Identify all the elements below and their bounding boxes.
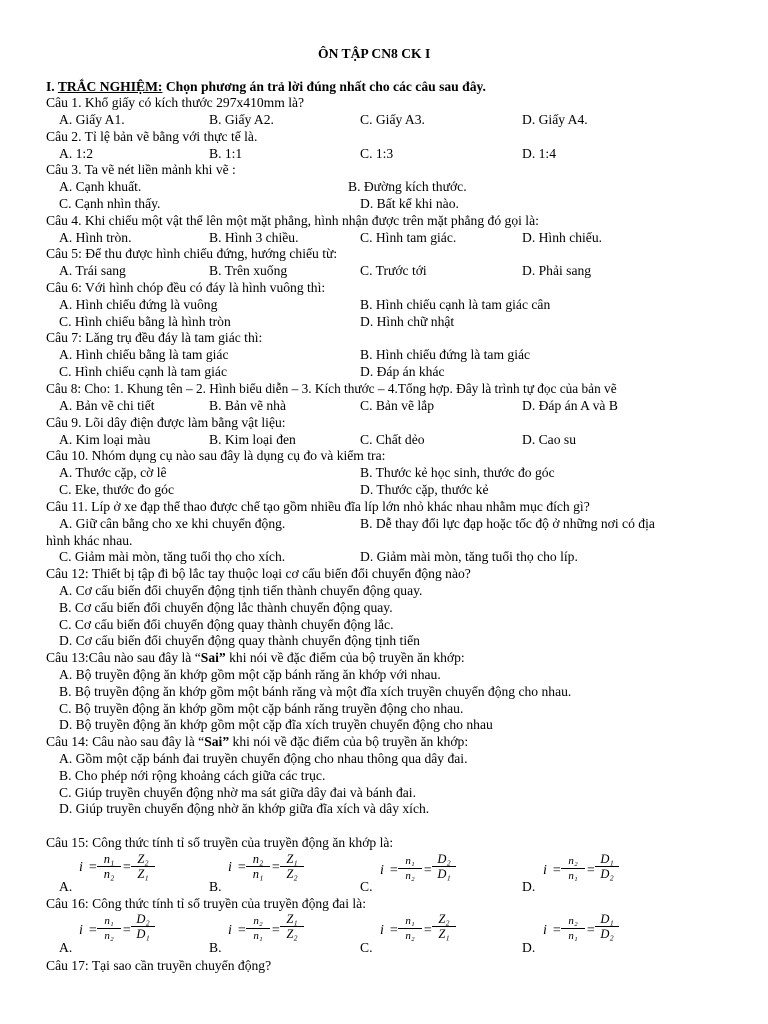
formula-equals: = bbox=[88, 923, 98, 938]
formula-equals: = bbox=[389, 863, 399, 878]
page-title: ÔN TẬP CN8 CK I bbox=[318, 46, 431, 61]
q1-option-d: D. Giấy A4. bbox=[522, 112, 588, 127]
formula-equals: = bbox=[586, 923, 596, 938]
q12-option-b: B. Cơ cấu biến đổi chuyển động lắc thành chuyển động quay. bbox=[59, 600, 393, 615]
question-5: Câu 5: Để thu được hình chiếu đứng, hướng chiếu từ: bbox=[46, 246, 338, 261]
question-16: Câu 16: Công thức tính tỉ số truyền của truyền động đai là: bbox=[46, 896, 366, 911]
q8-option-d: D. Đáp án A và B bbox=[522, 398, 618, 413]
question-3: Câu 3. Ta vẽ nét liền mảnh khi vẽ : bbox=[46, 162, 236, 177]
q6-option-c: C. Hình chiếu bằng là hình tròn bbox=[59, 314, 231, 329]
q1-option-a: A. Giấy A1. bbox=[59, 112, 125, 127]
question-2: Câu 2. Tỉ lệ bản vẽ bằng với thực tế là. bbox=[46, 129, 258, 144]
question-14 bbox=[46, 734, 468, 750]
q5-option-a: A. Trái sang bbox=[59, 263, 126, 278]
q3-option-d: D. Bất kể khi nào. bbox=[360, 196, 459, 211]
section-heading bbox=[46, 79, 486, 95]
formula-i: i bbox=[380, 923, 384, 938]
q9-option-d: D. Cao su bbox=[522, 432, 576, 447]
fraction-denominator: Z₁ bbox=[137, 867, 149, 881]
q4-option-d: D. Hình chiếu. bbox=[522, 230, 603, 245]
question-12: Câu 12: Thiết bị tập đi bộ lắc tay thuộc loại cơ cấu biến đổi chuyển động nào? bbox=[46, 566, 471, 581]
q16-option-a: A. bbox=[59, 940, 73, 955]
fraction-numerator: n₂ bbox=[561, 914, 585, 929]
fraction-numerator: n₁ bbox=[97, 852, 121, 867]
fraction-denominator: n₁ bbox=[252, 867, 264, 881]
question-9: Câu 9. Lõi dây điện được làm bằng vật liệu: bbox=[46, 415, 286, 430]
q16-formula-c bbox=[380, 912, 480, 960]
fraction-denominator: n₂ bbox=[103, 867, 115, 881]
q16-formula-b bbox=[228, 912, 328, 960]
formula-equals: = bbox=[271, 923, 281, 938]
q13-option-b: B. Bộ truyền động ăn khớp gồm một bánh răng và một đĩa xích truyền chuyển động cho nhau. bbox=[59, 684, 572, 699]
q16-formula-a bbox=[79, 912, 179, 960]
fraction-numerator: Z₂ bbox=[432, 912, 456, 927]
q15-formula-b bbox=[228, 852, 328, 900]
section-instruction: Chọn phương án trả lời đúng nhất cho các câu sau đây. bbox=[162, 79, 486, 94]
fraction-numerator: Z₂ bbox=[131, 852, 155, 867]
q15-formula-a bbox=[79, 852, 179, 900]
fraction-denominator: n₁ bbox=[253, 930, 263, 942]
q13-option-a: A. Bộ truyền động ăn khớp gồm một cặp bánh răng ăn khớp với nhau. bbox=[59, 667, 441, 682]
q14-option-c: C. Giúp truyền chuyển động nhờ ma sát giữa dây đai và bánh đai. bbox=[59, 785, 416, 800]
q16-option-c: C. bbox=[360, 940, 373, 955]
fraction-numerator: n₂ bbox=[246, 914, 270, 929]
formula-i: i bbox=[543, 923, 547, 938]
question-8: Câu 8: Cho: 1. Khung tên – 2. Hình biểu diễn – 3. Kích thước – 4.Tổng hợp. Đây là trình tự đọc của bản vẽ bbox=[46, 381, 617, 396]
q13-option-d: D. Bộ truyền động ăn khớp gồm một cặp đĩa xích truyền chuyển động cho nhau bbox=[59, 717, 493, 732]
q6-option-a: A. Hình chiếu đứng là vuông bbox=[59, 297, 218, 312]
q8-option-a: A. Bản vẽ chi tiết bbox=[59, 398, 155, 413]
section-label: TRẮC NGHIỆM: bbox=[57, 79, 163, 94]
q10-option-b: B. Thước kẻ học sinh, thước đo góc bbox=[360, 465, 555, 480]
q15-option-c: C. bbox=[360, 879, 373, 894]
fraction-denominator: Z₂ bbox=[286, 927, 298, 941]
q5-option-d: D. Phải sang bbox=[522, 263, 592, 278]
fraction-denominator: n₁ bbox=[568, 870, 578, 882]
q14-option-a: A. Gồm một cặp bánh đai truyền chuyển động cho nhau thông qua dây đai. bbox=[59, 751, 468, 766]
formula-i: i bbox=[228, 860, 232, 875]
formula-equals: = bbox=[423, 863, 433, 878]
fraction-denominator: n₂ bbox=[405, 930, 415, 942]
q6-option-d: D. Hình chữ nhật bbox=[360, 314, 455, 329]
q9-option-b: B. Kim loại đen bbox=[209, 432, 296, 447]
question-10: Câu 10. Nhóm dụng cụ nào sau đây là dụng cụ đo và kiểm tra: bbox=[46, 448, 386, 463]
q11-option-d: D. Giảm mài mòn, tăng tuổi thọ cho líp. bbox=[360, 549, 578, 564]
fraction-denominator: D₂ bbox=[600, 867, 614, 881]
formula-equals: = bbox=[586, 863, 596, 878]
q15-formula-c bbox=[380, 852, 480, 900]
q11-option-b-continued: hình khác nhau. bbox=[46, 533, 133, 548]
fraction-numerator: D₁ bbox=[595, 852, 619, 867]
formula-i: i bbox=[228, 923, 232, 938]
q4-option-b: B. Hình 3 chiều. bbox=[209, 230, 299, 245]
fraction-numerator: n₁ bbox=[398, 914, 422, 929]
q13-option-c: C. Bộ truyền động ăn khớp gồm một cặp bánh răng truyền động cho nhau. bbox=[59, 701, 464, 716]
formula-i: i bbox=[79, 860, 83, 875]
q14-text-bold: Sai” bbox=[204, 734, 230, 749]
q16-option-d: D. bbox=[522, 940, 536, 955]
formula-equals: = bbox=[122, 860, 132, 875]
q1-option-b: B. Giấy A2. bbox=[209, 112, 274, 127]
fraction-numerator: Z₁ bbox=[280, 852, 304, 867]
q2-option-a: A. 1:2 bbox=[59, 146, 93, 161]
q9-option-a: A. Kim loại màu bbox=[59, 432, 151, 447]
formula-i: i bbox=[543, 863, 547, 878]
fraction-numerator: D₂ bbox=[432, 852, 456, 867]
formula-equals: = bbox=[389, 923, 399, 938]
q10-option-d: D. Thước cặp, thước kẻ bbox=[360, 482, 489, 497]
fraction-denominator: n₁ bbox=[568, 930, 578, 942]
question-17: Câu 17: Tại sao cần truyền chuyển động? bbox=[46, 958, 272, 973]
q5-option-b: B. Trên xuống bbox=[209, 263, 288, 278]
q10-option-a: A. Thước cặp, cờ lê bbox=[59, 465, 167, 480]
q11-option-b: B. Dễ thay đổi lực đạp hoặc tốc độ ở những nơi có địa bbox=[360, 516, 655, 531]
q2-option-c: C. 1:3 bbox=[360, 146, 394, 161]
fraction-denominator: n₂ bbox=[405, 870, 415, 882]
q13-text-bold: Sai” bbox=[200, 650, 226, 665]
q15-option-a: A. bbox=[59, 879, 73, 894]
q15-formula-d bbox=[543, 852, 643, 900]
question-7: Câu 7: Lăng trụ đều đáy là tam giác thì: bbox=[46, 330, 263, 345]
fraction-numerator: n₁ bbox=[97, 914, 121, 929]
q7-option-a: A. Hình chiếu bằng là tam giác bbox=[59, 347, 229, 362]
q11-option-a: A. Giữ cân bằng cho xe khi chuyển động. bbox=[59, 516, 286, 531]
formula-i: i bbox=[380, 863, 384, 878]
q14-option-b: B. Cho phép nới rộng khoảng cách giữa các trục. bbox=[59, 768, 326, 783]
formula-equals: = bbox=[237, 860, 247, 875]
q13-text-post: khi nói về đặc điểm của bộ truyền ăn khớp: bbox=[225, 650, 465, 665]
fraction-numerator: n₂ bbox=[246, 852, 270, 867]
q4-option-c: C. Hình tam giác. bbox=[360, 230, 457, 245]
fraction-numerator: D₁ bbox=[595, 912, 619, 927]
q12-option-c: C. Cơ cấu biến đổi chuyển động quay thành chuyển động lắc. bbox=[59, 617, 394, 632]
fraction-denominator: D₂ bbox=[600, 927, 614, 941]
q12-option-a: A. Cơ cấu biến đổi chuyển động tịnh tiến thành chuyển động quay. bbox=[59, 583, 423, 598]
formula-equals: = bbox=[552, 863, 562, 878]
formula-equals: = bbox=[237, 923, 247, 938]
formula-equals: = bbox=[552, 923, 562, 938]
q15-option-d: D. bbox=[522, 879, 536, 894]
q6-option-b: B. Hình chiếu cạnh là tam giác cân bbox=[360, 297, 551, 312]
fraction-numerator: D₂ bbox=[131, 912, 155, 927]
fraction-denominator: Z₁ bbox=[438, 927, 450, 941]
fraction-numerator: n₂ bbox=[561, 854, 585, 869]
question-4: Câu 4. Khi chiếu một vật thể lên một mặt phẳng, hình nhận được trên mặt phẳng đó gọi là: bbox=[46, 213, 539, 228]
q4-option-a: A. Hình tròn. bbox=[59, 230, 132, 245]
question-13 bbox=[46, 650, 465, 666]
question-11: Câu 11. Líp ở xe đạp thể thao được chế tạo gồm nhiều đĩa líp lớn nhỏ khác nhau nhằm mục đích gì? bbox=[46, 499, 590, 514]
q1-option-c: C. Giấy A3. bbox=[360, 112, 425, 127]
q11-option-c: C. Giảm mài mòn, tăng tuổi thọ cho xích. bbox=[59, 549, 286, 564]
q3-option-c: C. Cạnh nhìn thấy. bbox=[59, 196, 161, 211]
formula-equals: = bbox=[88, 860, 98, 875]
q3-option-b: B. Đường kích thước. bbox=[348, 179, 467, 194]
q9-option-c: C. Chất dẻo bbox=[360, 432, 425, 447]
q2-option-d: D. 1:4 bbox=[522, 146, 556, 161]
q16-option-b: B. bbox=[209, 940, 222, 955]
q15-option-b: B. bbox=[209, 879, 222, 894]
section-prefix: I. bbox=[46, 79, 58, 94]
q16-formula-d bbox=[543, 912, 643, 960]
fraction-numerator: n₁ bbox=[398, 854, 422, 869]
q14-option-d: D. Giúp truyền chuyển động nhờ ăn khớp giữa đĩa xích và dây xích. bbox=[59, 801, 430, 816]
q7-option-b: B. Hình chiếu đứng là tam giác bbox=[360, 347, 531, 362]
q3-option-a: A. Cạnh khuất. bbox=[59, 179, 142, 194]
formula-equals: = bbox=[122, 923, 132, 938]
q7-option-c: C. Hình chiếu cạnh là tam giác bbox=[59, 364, 227, 379]
fraction-numerator: Z₁ bbox=[280, 912, 304, 927]
formula-i: i bbox=[79, 923, 83, 938]
q5-option-c: C. Trước tới bbox=[360, 263, 427, 278]
formula-equals: = bbox=[271, 860, 281, 875]
question-15: Câu 15: Công thức tính tỉ số truyền của truyền động ăn khớp là: bbox=[46, 835, 394, 850]
fraction-denominator: Z₂ bbox=[286, 867, 298, 881]
fraction-denominator: D₁ bbox=[136, 927, 150, 941]
fraction-denominator: D₁ bbox=[437, 867, 451, 881]
fraction-denominator: n₂ bbox=[104, 930, 114, 942]
q14-text-post: khi nói về đặc điểm của bộ truyền ăn khớp: bbox=[229, 734, 469, 749]
q12-option-d: D. Cơ cấu biến đổi chuyển động quay thành chuyển động tịnh tiến bbox=[59, 633, 420, 648]
formula-equals: = bbox=[423, 923, 433, 938]
q10-option-c: C. Eke, thước đo góc bbox=[59, 482, 174, 497]
q7-option-d: D. Đáp án khác bbox=[360, 364, 445, 379]
question-1: Câu 1. Khổ giấy có kích thước 297x410mm là? bbox=[46, 95, 305, 110]
q14-text-pre: Câu 14: Câu nào sau đây là “ bbox=[46, 734, 205, 749]
q2-option-b: B. 1:1 bbox=[209, 146, 243, 161]
question-6: Câu 6: Với hình chóp đều có đáy là hình vuông thì: bbox=[46, 280, 326, 295]
q8-option-b: B. Bản vẽ nhà bbox=[209, 398, 287, 413]
q8-option-c: C. Bản vẽ lắp bbox=[360, 398, 434, 413]
q13-text-pre: Câu 13:Câu nào sau đây là “ bbox=[46, 650, 201, 665]
